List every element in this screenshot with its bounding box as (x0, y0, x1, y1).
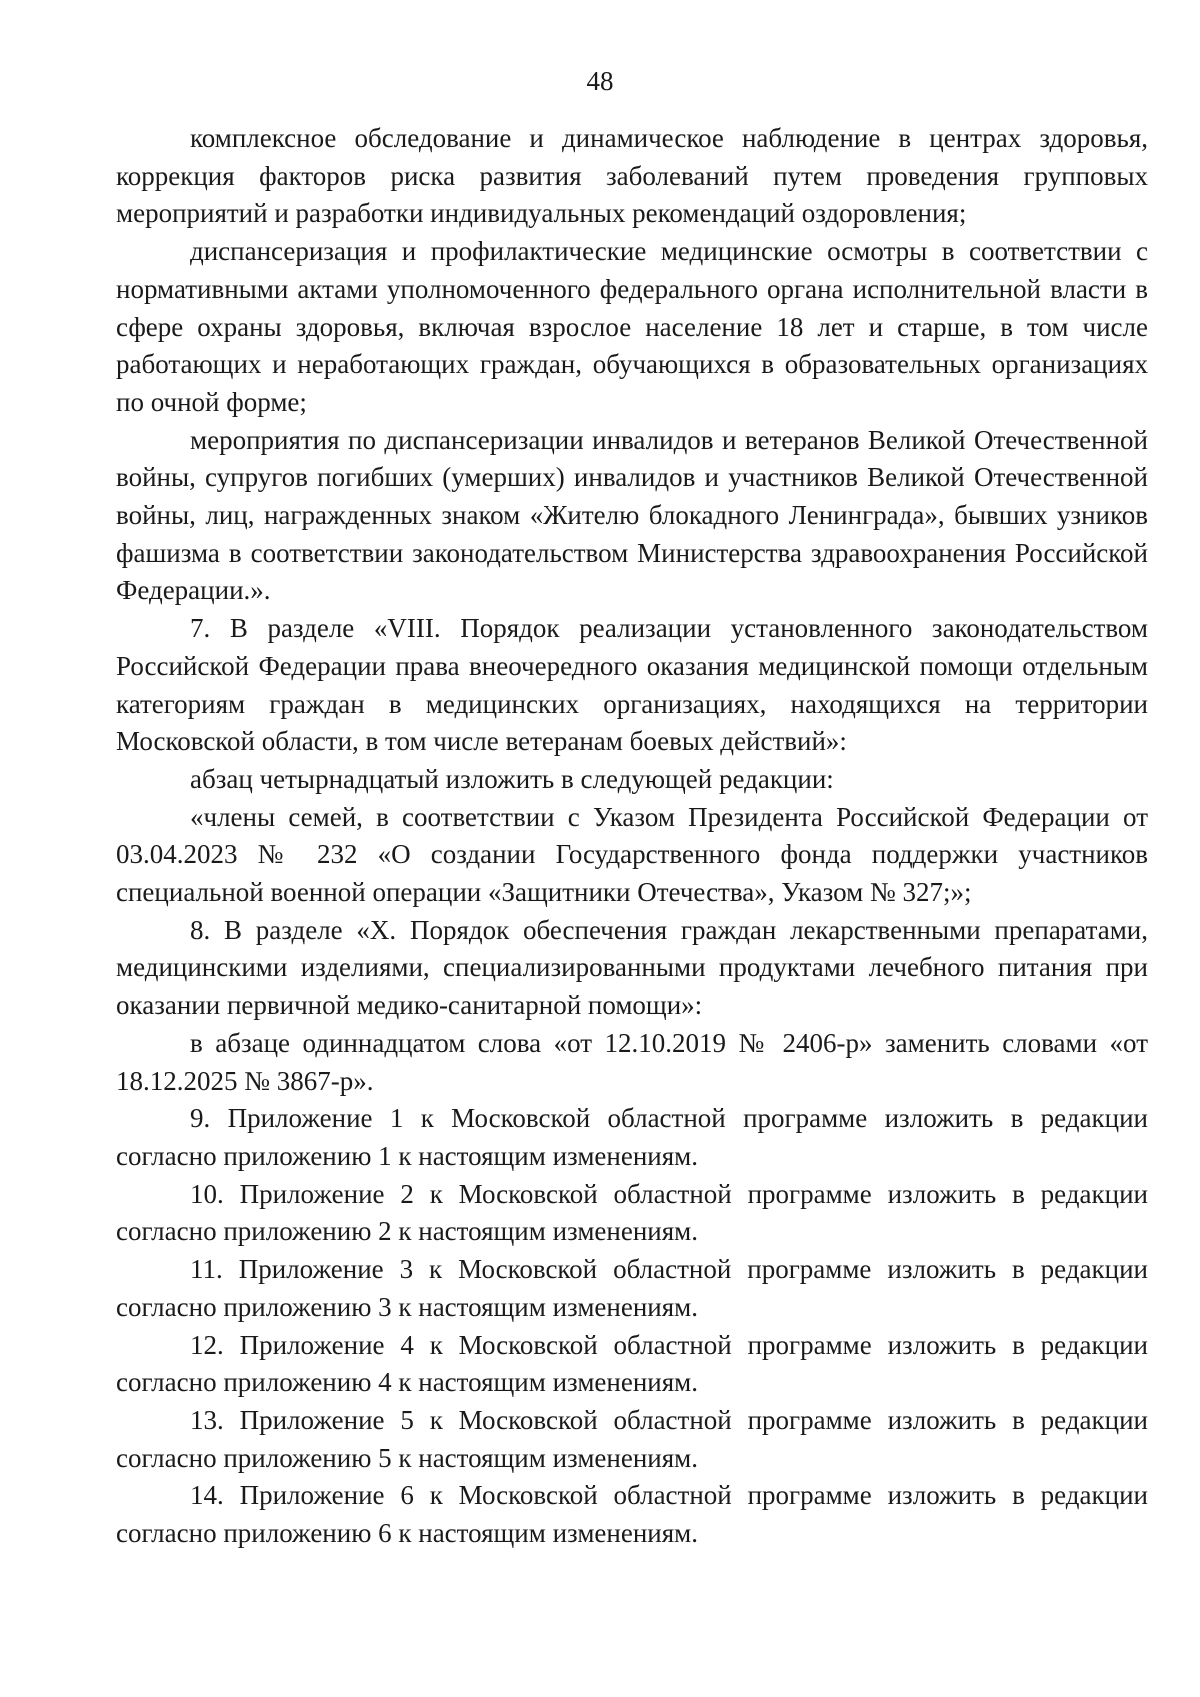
paragraph-item-9: 9. Приложение 1 к Московской областной программе изложить в редакции согласно приложению 1 к настоящим изменениям. (116, 1103, 1148, 1171)
paragraph-item-7: 7. В разделе «VIII. Порядок реализации установленного законодательством Российской Федерации права внеочередного оказания медицинской помощи отдельным категориям граждан в медицинских организациях, находящихся на территории Московской области, в том числе ветеранам боевых действий»: (116, 613, 1148, 757)
paragraph-item-13: 13. Приложение 5 к Московской областной программе изложить в редакции согласно приложению 5 к настоящим изменениям. (116, 1404, 1148, 1473)
document-body (116, 120, 1148, 1553)
paragraph-dispensary-examinations: диспансеризация и профилактические медицинские осмотры в соответствии с нормативными актами уполномоченного федерального органа исполнительной власти в сфере охраны здоровья, включая взрослое население 18 лет и старше, в том числе работающих и неработающих граждан, обучающихся в образовательных организациях по очной форме; (116, 236, 1148, 417)
paragraph-item-12: 12. Приложение 4 к Московской областной программе изложить в редакции согласно приложению 4 к настоящим изменениям. (116, 1329, 1148, 1398)
page-number: 48 (586, 66, 614, 96)
paragraph-health-centers: комплексное обследование и динамическое наблюдение в центрах здоровья, коррекция факторов риска развития заболеваний путем проведения групповых мероприятий и разработки индивидуальных рекомендаций оздоровления; (116, 123, 1148, 229)
paragraph-item-11: 11. Приложение 3 к Московской областной программе изложить в редакции согласно приложению 3 к настоящим изменениям. (116, 1254, 1148, 1322)
paragraph-family-members: «члены семей, в соответствии с Указом Президента Российской Федерации от 03.04.2023 № 232 «О создании Государственного фонда поддержки участников специальной военной операции «Защитники Отечества», Указом № 327;»; (116, 801, 1148, 908)
paragraph-item-10: 10. Приложение 2 к Московской областной программе изложить в редакции согласно приложению 2 к настоящим изменениям. (116, 1178, 1148, 1247)
paragraph-item-14: 14. Приложение 6 к Московской областной программе изложить в редакции согласно приложению 6 к настоящим изменениям. (116, 1480, 1148, 1549)
paragraph-item-8: 8. В разделе «X. Порядок обеспечения граждан лекарственными препаратами, медицинскими изделиями, специализированными продуктами лечебного питания при оказании первичной медико-санитарной помощи»: (116, 914, 1148, 1021)
paragraph-veterans-dispensary: мероприятия по диспансеризации инвалидов и ветеранов Великой Отечественной войны, супругов погибших (умерших) инвалидов и участников Великой Отечественной войны, лиц, награжденных знаком «Жителю блокадного Ленинграда», бывших узников фашизма в соответствии законодательством Министерства здравоохранения Российской Федерации.». (116, 424, 1148, 606)
paragraph-abzac-14: абзац четырнадцатый изложить в следующей редакции: (190, 763, 834, 794)
paragraph-abzac-11: в абзаце одиннадцатом слова «от 12.10.2019 № 2406-р» заменить словами «от 18.12.2025 № 3867-р». (116, 1027, 1148, 1096)
